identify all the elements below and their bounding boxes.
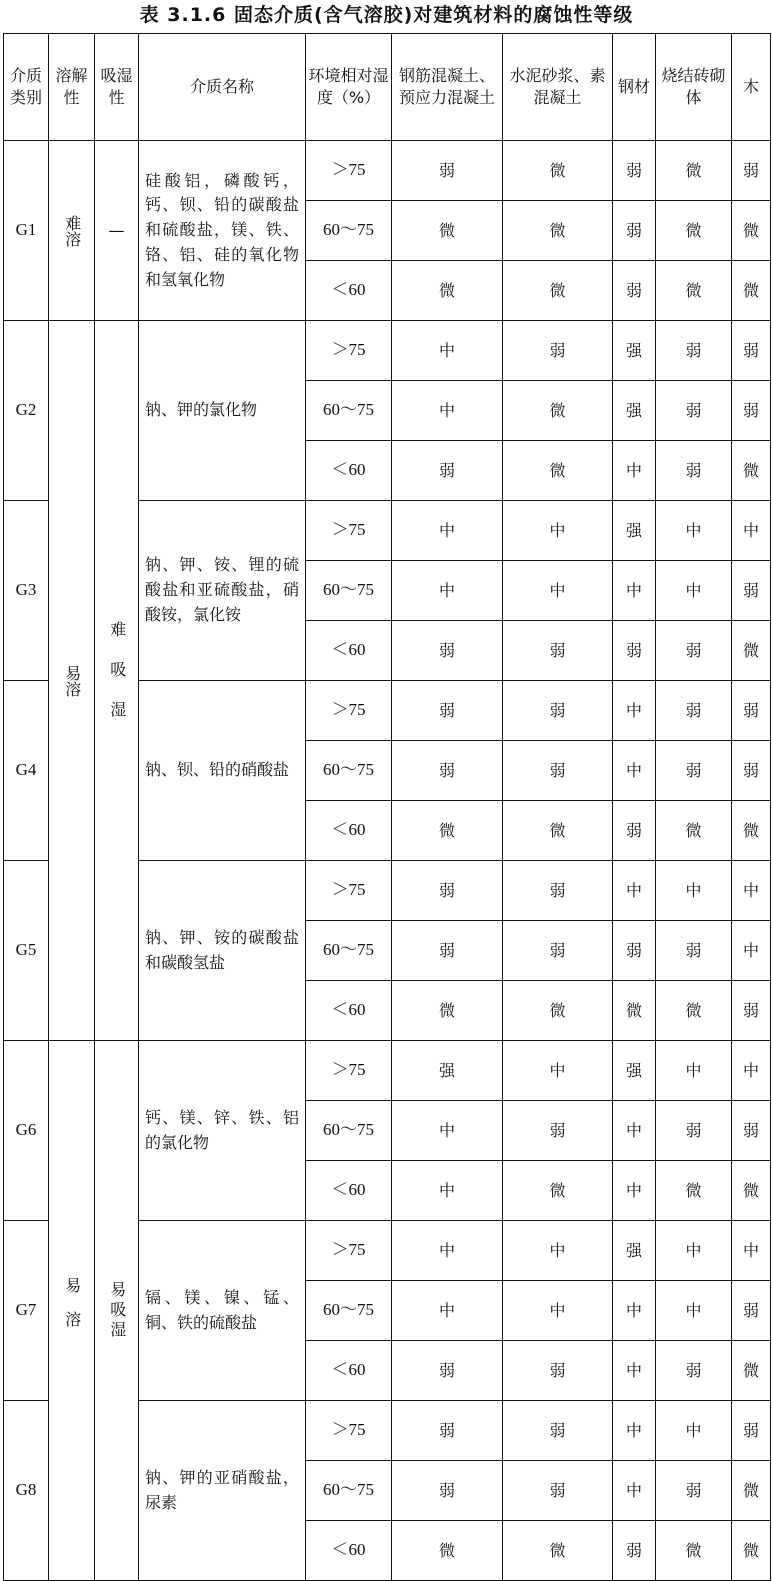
wood-grade: 弱: [732, 741, 771, 801]
brick-grade: 弱: [656, 1341, 732, 1401]
humidity-cell: ＞75: [306, 1041, 392, 1101]
brick-grade: 中: [656, 861, 732, 921]
steel-grade: 弱: [613, 141, 656, 201]
header-media-name: 介质名称: [139, 34, 306, 141]
cement-mortar-grade: 弱: [503, 861, 613, 921]
steel-grade: 强: [613, 321, 656, 381]
steel-grade: 弱: [613, 801, 656, 861]
humidity-cell: ＞75: [306, 861, 392, 921]
media-class-code: G8: [4, 1401, 49, 1581]
wood-grade: 弱: [732, 981, 771, 1041]
rc-concrete-grade: 中: [392, 321, 503, 381]
rc-concrete-grade: 中: [392, 1281, 503, 1341]
humidity-cell: 60～75: [306, 561, 392, 621]
humidity-cell: ＞75: [306, 501, 392, 561]
cement-mortar-grade: 弱: [503, 621, 613, 681]
humidity-cell: 60～75: [306, 201, 392, 261]
cement-mortar-grade: 弱: [503, 1401, 613, 1461]
wood-grade: 弱: [732, 1101, 771, 1161]
rc-concrete-grade: 弱: [392, 921, 503, 981]
steel-grade: 弱: [613, 261, 656, 321]
rc-concrete-grade: 弱: [392, 621, 503, 681]
cement-mortar-grade: 微: [503, 441, 613, 501]
steel-grade: 中: [613, 1161, 656, 1221]
header-wood: 木: [732, 34, 771, 141]
brick-grade: 微: [656, 1161, 732, 1221]
steel-grade: 中: [613, 1101, 656, 1161]
humidity-cell: ＜60: [306, 981, 392, 1041]
rc-concrete-grade: 微: [392, 1521, 503, 1581]
steel-grade: 中: [613, 1461, 656, 1521]
media-class-code: G4: [4, 681, 49, 861]
rc-concrete-grade: 弱: [392, 741, 503, 801]
brick-grade: 弱: [656, 921, 732, 981]
humidity-cell: 60～75: [306, 921, 392, 981]
wood-grade: 弱: [732, 561, 771, 621]
wood-grade: 微: [732, 201, 771, 261]
media-name-cell: 钠、钾的氯化物: [139, 321, 306, 501]
header-humidity: 环境相对湿度（%）: [306, 34, 392, 141]
cement-mortar-grade: 微: [503, 1161, 613, 1221]
wood-grade: 微: [732, 621, 771, 681]
humidity-cell: ＜60: [306, 261, 392, 321]
wood-grade: 中: [732, 1221, 771, 1281]
rc-concrete-grade: 中: [392, 501, 503, 561]
cement-mortar-grade: 微: [503, 201, 613, 261]
steel-grade: 强: [613, 501, 656, 561]
steel-grade: 中: [613, 1401, 656, 1461]
corrosivity-table: [3, 33, 771, 1581]
cement-mortar-grade: 微: [503, 801, 613, 861]
wood-grade: 中: [732, 1041, 771, 1101]
rc-concrete-grade: 弱: [392, 1461, 503, 1521]
media-class-code: G7: [4, 1221, 49, 1401]
media-class-code: G3: [4, 501, 49, 681]
header-row: [4, 34, 771, 141]
header-media-class: 介质类别: [4, 34, 49, 141]
cement-mortar-grade: 弱: [503, 1461, 613, 1521]
wood-grade: 微: [732, 801, 771, 861]
cement-mortar-grade: 中: [503, 501, 613, 561]
cement-mortar-grade: 中: [503, 1281, 613, 1341]
rc-concrete-grade: 中: [392, 1221, 503, 1281]
brick-grade: 微: [656, 201, 732, 261]
steel-grade: 强: [613, 1221, 656, 1281]
humidity-cell: ＞75: [306, 321, 392, 381]
steel-grade: 弱: [613, 621, 656, 681]
steel-grade: 弱: [613, 1521, 656, 1581]
rc-concrete-grade: 弱: [392, 681, 503, 741]
steel-grade: 中: [613, 1341, 656, 1401]
rc-concrete-grade: 弱: [392, 441, 503, 501]
solubility-cell: 难溶: [49, 141, 95, 321]
solubility-cell: 易溶: [49, 321, 95, 1041]
rc-concrete-grade: 弱: [392, 141, 503, 201]
rc-concrete-grade: 微: [392, 261, 503, 321]
header-brick: 烧结砖砌体: [656, 34, 732, 141]
humidity-cell: ＜60: [306, 621, 392, 681]
wood-grade: 微: [732, 1341, 771, 1401]
humidity-cell: ＜60: [306, 1341, 392, 1401]
wood-grade: 弱: [732, 381, 771, 441]
steel-grade: 中: [613, 741, 656, 801]
hygroscopicity-cell: —: [95, 141, 139, 321]
table-body: [4, 141, 771, 1581]
steel-grade: 中: [613, 861, 656, 921]
media-class-code: G1: [4, 141, 49, 321]
media-name-cell: 钠、钾、铵的碳酸盐和碳酸氢盐: [139, 861, 306, 1041]
steel-grade: 中: [613, 1281, 656, 1341]
brick-grade: 微: [656, 141, 732, 201]
brick-grade: 弱: [656, 1461, 732, 1521]
steel-grade: 微: [613, 981, 656, 1041]
wood-grade: 弱: [732, 321, 771, 381]
steel-grade: 中: [613, 561, 656, 621]
cement-mortar-grade: 微: [503, 261, 613, 321]
steel-grade: 弱: [613, 201, 656, 261]
wood-grade: 微: [732, 261, 771, 321]
steel-grade: 中: [613, 681, 656, 741]
wood-grade: 微: [732, 441, 771, 501]
header-rc-concrete: 钢筋混凝土、预应力混凝土: [392, 34, 503, 141]
cement-mortar-grade: 弱: [503, 1341, 613, 1401]
brick-grade: 微: [656, 261, 732, 321]
cement-mortar-grade: 弱: [503, 681, 613, 741]
humidity-cell: ＞75: [306, 681, 392, 741]
steel-grade: 强: [613, 1041, 656, 1101]
rc-concrete-grade: 中: [392, 1161, 503, 1221]
media-class-code: G6: [4, 1041, 49, 1221]
cement-mortar-grade: 中: [503, 561, 613, 621]
rc-concrete-grade: 强: [392, 1041, 503, 1101]
rc-concrete-grade: 弱: [392, 1401, 503, 1461]
cement-mortar-grade: 弱: [503, 1101, 613, 1161]
wood-grade: 微: [732, 1521, 771, 1581]
cement-mortar-grade: 微: [503, 1521, 613, 1581]
humidity-cell: ＞75: [306, 141, 392, 201]
humidity-cell: ＜60: [306, 1521, 392, 1581]
brick-grade: 中: [656, 1281, 732, 1341]
brick-grade: 微: [656, 801, 732, 861]
brick-grade: 中: [656, 1221, 732, 1281]
rc-concrete-grade: 中: [392, 381, 503, 441]
brick-grade: 弱: [656, 741, 732, 801]
wood-grade: 中: [732, 861, 771, 921]
cement-mortar-grade: 微: [503, 141, 613, 201]
rc-concrete-grade: 弱: [392, 1341, 503, 1401]
media-name-cell: 钠、钡、铅的硝酸盐: [139, 681, 306, 861]
humidity-cell: 60～75: [306, 381, 392, 441]
humidity-cell: ＞75: [306, 1221, 392, 1281]
humidity-cell: 60～75: [306, 741, 392, 801]
rc-concrete-grade: 微: [392, 981, 503, 1041]
humidity-cell: ＜60: [306, 441, 392, 501]
humidity-cell: ＞75: [306, 1401, 392, 1461]
rc-concrete-grade: 中: [392, 1101, 503, 1161]
steel-grade: 弱: [613, 921, 656, 981]
humidity-cell: 60～75: [306, 1461, 392, 1521]
header-steel: 钢材: [613, 34, 656, 141]
table-row: [4, 1041, 771, 1101]
brick-grade: 弱: [656, 681, 732, 741]
header-hygroscopicity: 吸湿性: [95, 34, 139, 141]
table-row: [4, 141, 771, 201]
wood-grade: 中: [732, 501, 771, 561]
media-name-cell: 硅酸铝，磷酸钙，钙、钡、铅的碳酸盐和硫酸盐，镁、铁、铬、铝、硅的氧化物和氢氧化物: [139, 141, 306, 321]
brick-grade: 弱: [656, 1101, 732, 1161]
media-class-code: G5: [4, 861, 49, 1041]
brick-grade: 弱: [656, 381, 732, 441]
cement-mortar-grade: 微: [503, 981, 613, 1041]
solubility-cell: 易溶: [49, 1041, 95, 1581]
brick-grade: 弱: [656, 441, 732, 501]
brick-grade: 弱: [656, 321, 732, 381]
brick-grade: 中: [656, 1401, 732, 1461]
wood-grade: 弱: [732, 1401, 771, 1461]
brick-grade: 弱: [656, 621, 732, 681]
hygroscopicity-cell: 难吸湿: [95, 321, 139, 1041]
brick-grade: 微: [656, 981, 732, 1041]
wood-grade: 弱: [732, 681, 771, 741]
cement-mortar-grade: 中: [503, 1221, 613, 1281]
header-solubility: 溶解性: [49, 34, 95, 141]
wood-grade: 中: [732, 921, 771, 981]
cement-mortar-grade: 弱: [503, 741, 613, 801]
media-name-cell: 钠、钾的亚硝酸盐，尿素: [139, 1401, 306, 1581]
media-name-cell: 镉、镁、镍、锰、铜、铁的硫酸盐: [139, 1221, 306, 1401]
rc-concrete-grade: 弱: [392, 861, 503, 921]
table-title: 表 3.1.6 固态介质(含气溶胶)对建筑材料的腐蚀性等级: [139, 4, 634, 26]
brick-grade: 中: [656, 1041, 732, 1101]
media-class-code: G2: [4, 321, 49, 501]
media-name-cell: 钠、钾、铵、锂的硫酸盐和亚硫酸盐，硝酸铵，氯化铵: [139, 501, 306, 681]
humidity-cell: ＜60: [306, 801, 392, 861]
humidity-cell: ＜60: [306, 1161, 392, 1221]
rc-concrete-grade: 中: [392, 561, 503, 621]
cement-mortar-grade: 中: [503, 1041, 613, 1101]
humidity-cell: 60～75: [306, 1281, 392, 1341]
humidity-cell: 60～75: [306, 1101, 392, 1161]
steel-grade: 中: [613, 441, 656, 501]
cement-mortar-grade: 弱: [503, 921, 613, 981]
wood-grade: 弱: [732, 141, 771, 201]
media-name-cell: 钙、镁、锌、铁、铝的氯化物: [139, 1041, 306, 1221]
wood-grade: 弱: [732, 1281, 771, 1341]
brick-grade: 中: [656, 501, 732, 561]
cement-mortar-grade: 微: [503, 381, 613, 441]
header-cement-mortar: 水泥砂浆、素混凝土: [503, 34, 613, 141]
wood-grade: 微: [732, 1161, 771, 1221]
wood-grade: 微: [732, 1461, 771, 1521]
brick-grade: 微: [656, 1521, 732, 1581]
rc-concrete-grade: 微: [392, 801, 503, 861]
cement-mortar-grade: 弱: [503, 321, 613, 381]
brick-grade: 中: [656, 561, 732, 621]
table-row: [4, 321, 771, 381]
hygroscopicity-cell: 易吸湿: [95, 1041, 139, 1581]
steel-grade: 强: [613, 381, 656, 441]
rc-concrete-grade: 微: [392, 201, 503, 261]
